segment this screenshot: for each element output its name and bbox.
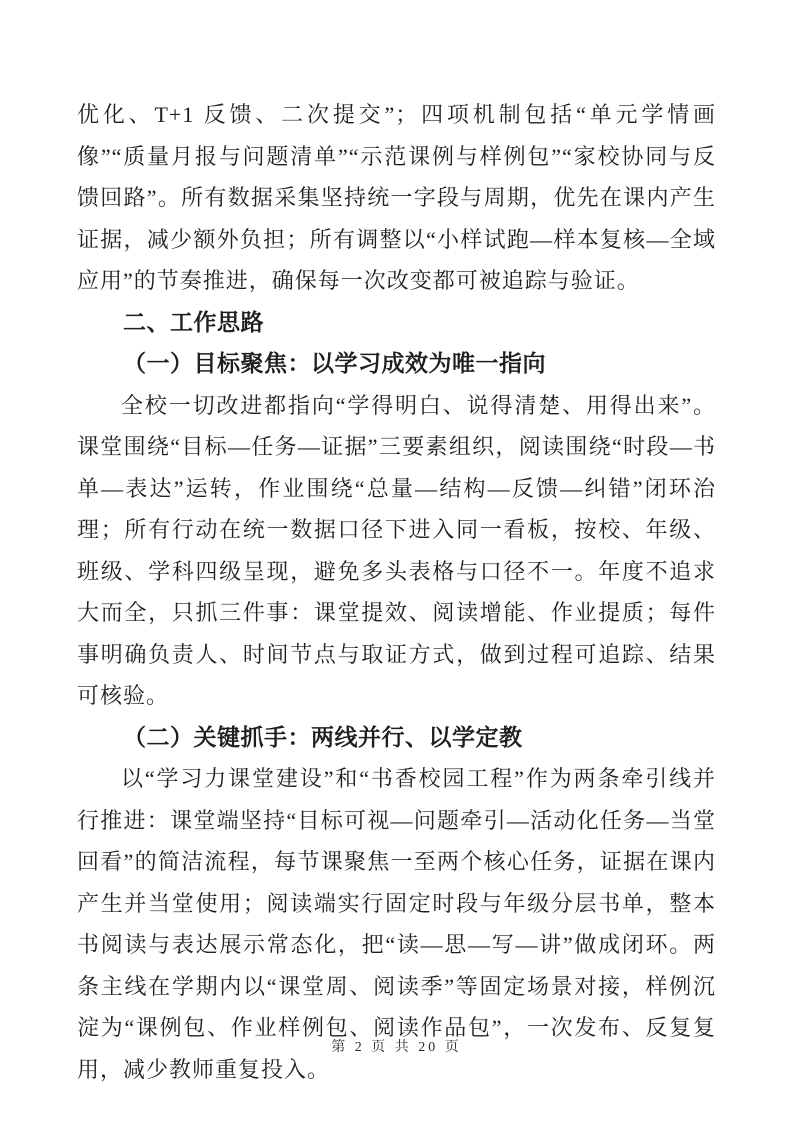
document-content bbox=[77, 94, 716, 1090]
subsection-heading-goal-focus: （一）目标聚焦：以学习成效为唯一指向 bbox=[123, 350, 546, 376]
page-number-text: 第 2 页 共 20 页 bbox=[331, 1040, 462, 1055]
paragraph-key-levers: 以“学习力课堂建设”和“书香校园工程”作为两条牵引线并行推进：课堂端坚持“目标可视—问题牵引—活动化任务—当堂回看”的简洁流程，每节课聚焦一至两个核心任务，证据在课内产生并当堂使用；阅读端实行固定时段与年级分层书单，整本书阅读与表达展示常态化，把“读—思—写—讲”做成闭环。两条主线在学期内以“课堂周、阅读季”等固定场景对接，样例沉淀为“课例包、作业样例包、阅读作品包”，一次发布、反复复用，减少教师重复投入。 bbox=[77, 766, 716, 1082]
page-footer bbox=[0, 1036, 793, 1056]
paragraph-goal-focus: 全校一切改进都指向“学得明白、说得清楚、用得出来”。课堂围绕“目标—任务—证据”三要素组织，阅读围绕“时段—书单—表达”运转，作业围绕“总量—结构—反馈—纠错”闭环治理；所有行动在统一数据口径下进入同一看板，按校、年级、班级、学科四级呈现，避免多头表格与口径不一。年度不追求大而全，只抓三件事：课堂提效、阅读增能、作业提质；每件事明确负责人、时间节点与取证方式，做到过程可追踪、结果可核验。 bbox=[77, 392, 716, 708]
subsection-heading-key-levers: （二）关键抓手：两线并行、以学定教 bbox=[123, 723, 523, 750]
paragraph-continuation: 优化、T+1 反馈、二次提交”；四项机制包括“单元学情画像”“质量月报与问题清单”“示范课例与样例包”“家校协同与反馈回路”。所有数据采集坚持统一字段与周期，优先在课内产生证据，减少额外负担；所有调整以“小样试跑—样本复核—全域应用”的节奏推进，确保每一次改变都可被追踪与验证。 bbox=[77, 102, 716, 293]
section-heading-work-approach: 二、工作思路 bbox=[123, 308, 264, 335]
